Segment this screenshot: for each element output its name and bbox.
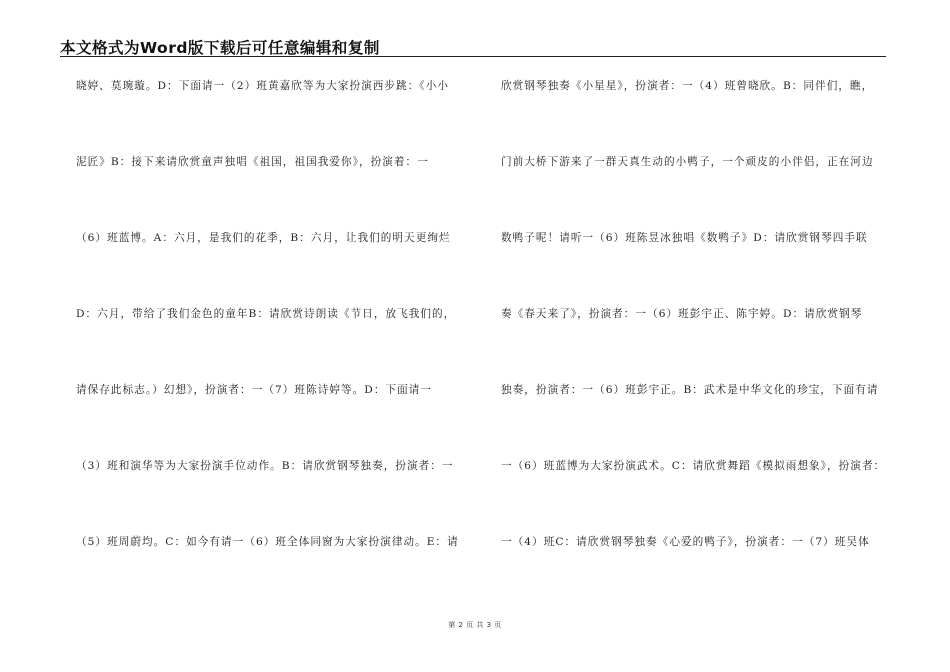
page-number: 第 2 页 共 3 页 xyxy=(448,621,502,629)
text-line: 泥匠》B：接下来请欣赏童声独唱《祖国，祖国我爱你》，扮演着：一 xyxy=(76,156,429,168)
text-line: 奏《春天来了》，扮演者：一（6）班彭宇正、陈宇婷。D：请欣赏钢琴 xyxy=(501,308,863,320)
text-line: （6）班蓝博。A：六月，是我们的花季，B：六月，让我们的明天更绚烂 xyxy=(76,232,451,244)
header-title: 本文格式为Word版下载后可任意编辑和复制 xyxy=(60,39,380,57)
right-text-column xyxy=(501,78,893,610)
text-line: 一（6）班蓝博为大家扮演武术。C：请欣赏舞蹈《模拟雨想象》，扮演者： xyxy=(501,460,886,472)
text-line: D：六月，带给了我们金色的童年B：请欣赏诗朗读《节日，放飞我们的， xyxy=(76,308,456,320)
text-line: （3）班和演华等为大家扮演手位动作。B：请欣赏钢琴独奏，扮演者：一 xyxy=(76,460,454,472)
text-line: 请保存此标志。）幻想》，扮演者：一（7）班陈诗婷等。D：下面请一 xyxy=(76,384,433,396)
text-line: 门前大桥下游来了一群天真生动的小鸭子，一个顽皮的小伴侣，正在河边 xyxy=(501,156,874,168)
text-line: （5）班周蔚均。C：如今有请一（6）班全体同窗为大家扮演律动。E：请 xyxy=(76,536,459,548)
document-header xyxy=(60,34,886,57)
text-line: 独奏，扮演者：一（6）班彭宇正。B：武术是中华文化的珍宝，下面有请 xyxy=(501,384,879,396)
left-text-column xyxy=(76,78,468,610)
text-line: 一（4）班C：请欣赏钢琴独奏《心爱的鸭子》，扮演者：一（7）班吴体 xyxy=(501,536,870,548)
text-line: 欣赏钢琴独奏《小星星》，扮演者：一（4）班曾晓欣。B：同伴们，瞧， xyxy=(501,80,874,92)
text-line: 晓婷、莫琬璇。D：下面请一（2）班黄嘉欣等为大家扮演西步跳：《小小 xyxy=(76,80,449,92)
text-line: 数鸭子呢！请听一（6）班陈昱冰独唱《数鸭子》D：请欣赏钢琴四手联 xyxy=(501,232,868,244)
